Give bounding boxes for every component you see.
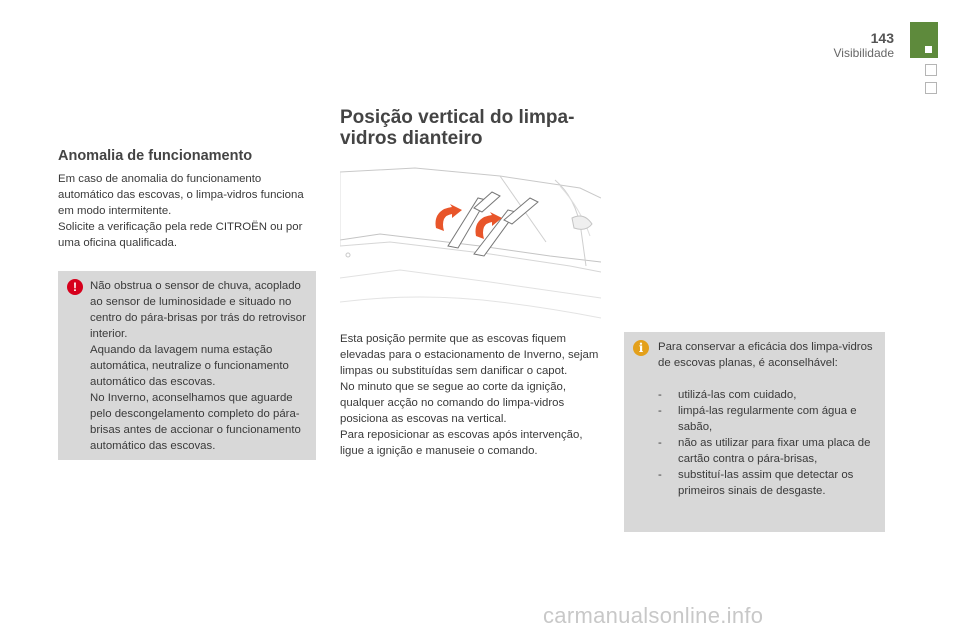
section-title: Visibilidade [833, 46, 894, 60]
info-intro: Para conservar a eficácia dos limpa-vidros de escovas planas, é aconselhável: [658, 341, 873, 369]
section-box-empty-1 [925, 64, 937, 76]
watermark: carmanualsonline.info [543, 603, 764, 628]
list-item: - não as utilizar para fixar uma placa de cartão contra o pára-brisas, [658, 437, 871, 465]
list-item: - utilizá-las com cuidado, [658, 389, 797, 401]
vertical-position-heading: Posição vertical do limpa-vidros dianteiro [340, 107, 575, 149]
info-icon: i [633, 340, 649, 356]
section-tab [910, 22, 938, 58]
vertical-position-paragraph: Esta posição permite que as escovas fiquem elevadas para o estacionamento de Inverno, sejam limpas ou substituídas sem danificar o capot. No minuto que se segue ao corte da ignição, qualquer acção no comando do limpa-vidros posiciona as escovas na vertical. Para reposicionar as escovas após intervenção, ligue a ignição e manuseie o comando. [340, 333, 599, 457]
warning-text: Não obstrua o sensor de chuva, acoplado ao sensor de luminosidade e situado no centro do pára-brisas por trás do retrovisor interior. Aquando da lavagem numa estação automática, neutralize o funcionamento automático das escovas. No Inverno, aconselhamos que aguarde pelo descongelamento completo do pára-brisas antes de accionar o funcionamento automático das escovas. [90, 280, 306, 452]
page-number: 143 [870, 30, 894, 46]
malfunction-heading: Anomalia de funcionamento [58, 148, 253, 164]
windscreen-wipers-vertical-illustration [340, 152, 601, 326]
info-box [624, 332, 885, 532]
section-box-empty-2 [925, 82, 937, 94]
warning-box [58, 271, 316, 460]
info-list [658, 387, 880, 499]
list-item: - substituí-las assim que detectar os primeiros sinais de desgaste. [658, 469, 854, 497]
list-item: - limpá-las regularmente com água e sabão, [658, 405, 857, 433]
exclamation-icon: ! [67, 279, 83, 295]
section-tab-marker [925, 46, 932, 53]
malfunction-paragraph: Em caso de anomalia do funcionamento automático das escovas, o limpa-vidros funciona em modo intermitente. Solicite a verificação pela rede CITROËN ou por uma oficina qualificada. [58, 173, 304, 249]
